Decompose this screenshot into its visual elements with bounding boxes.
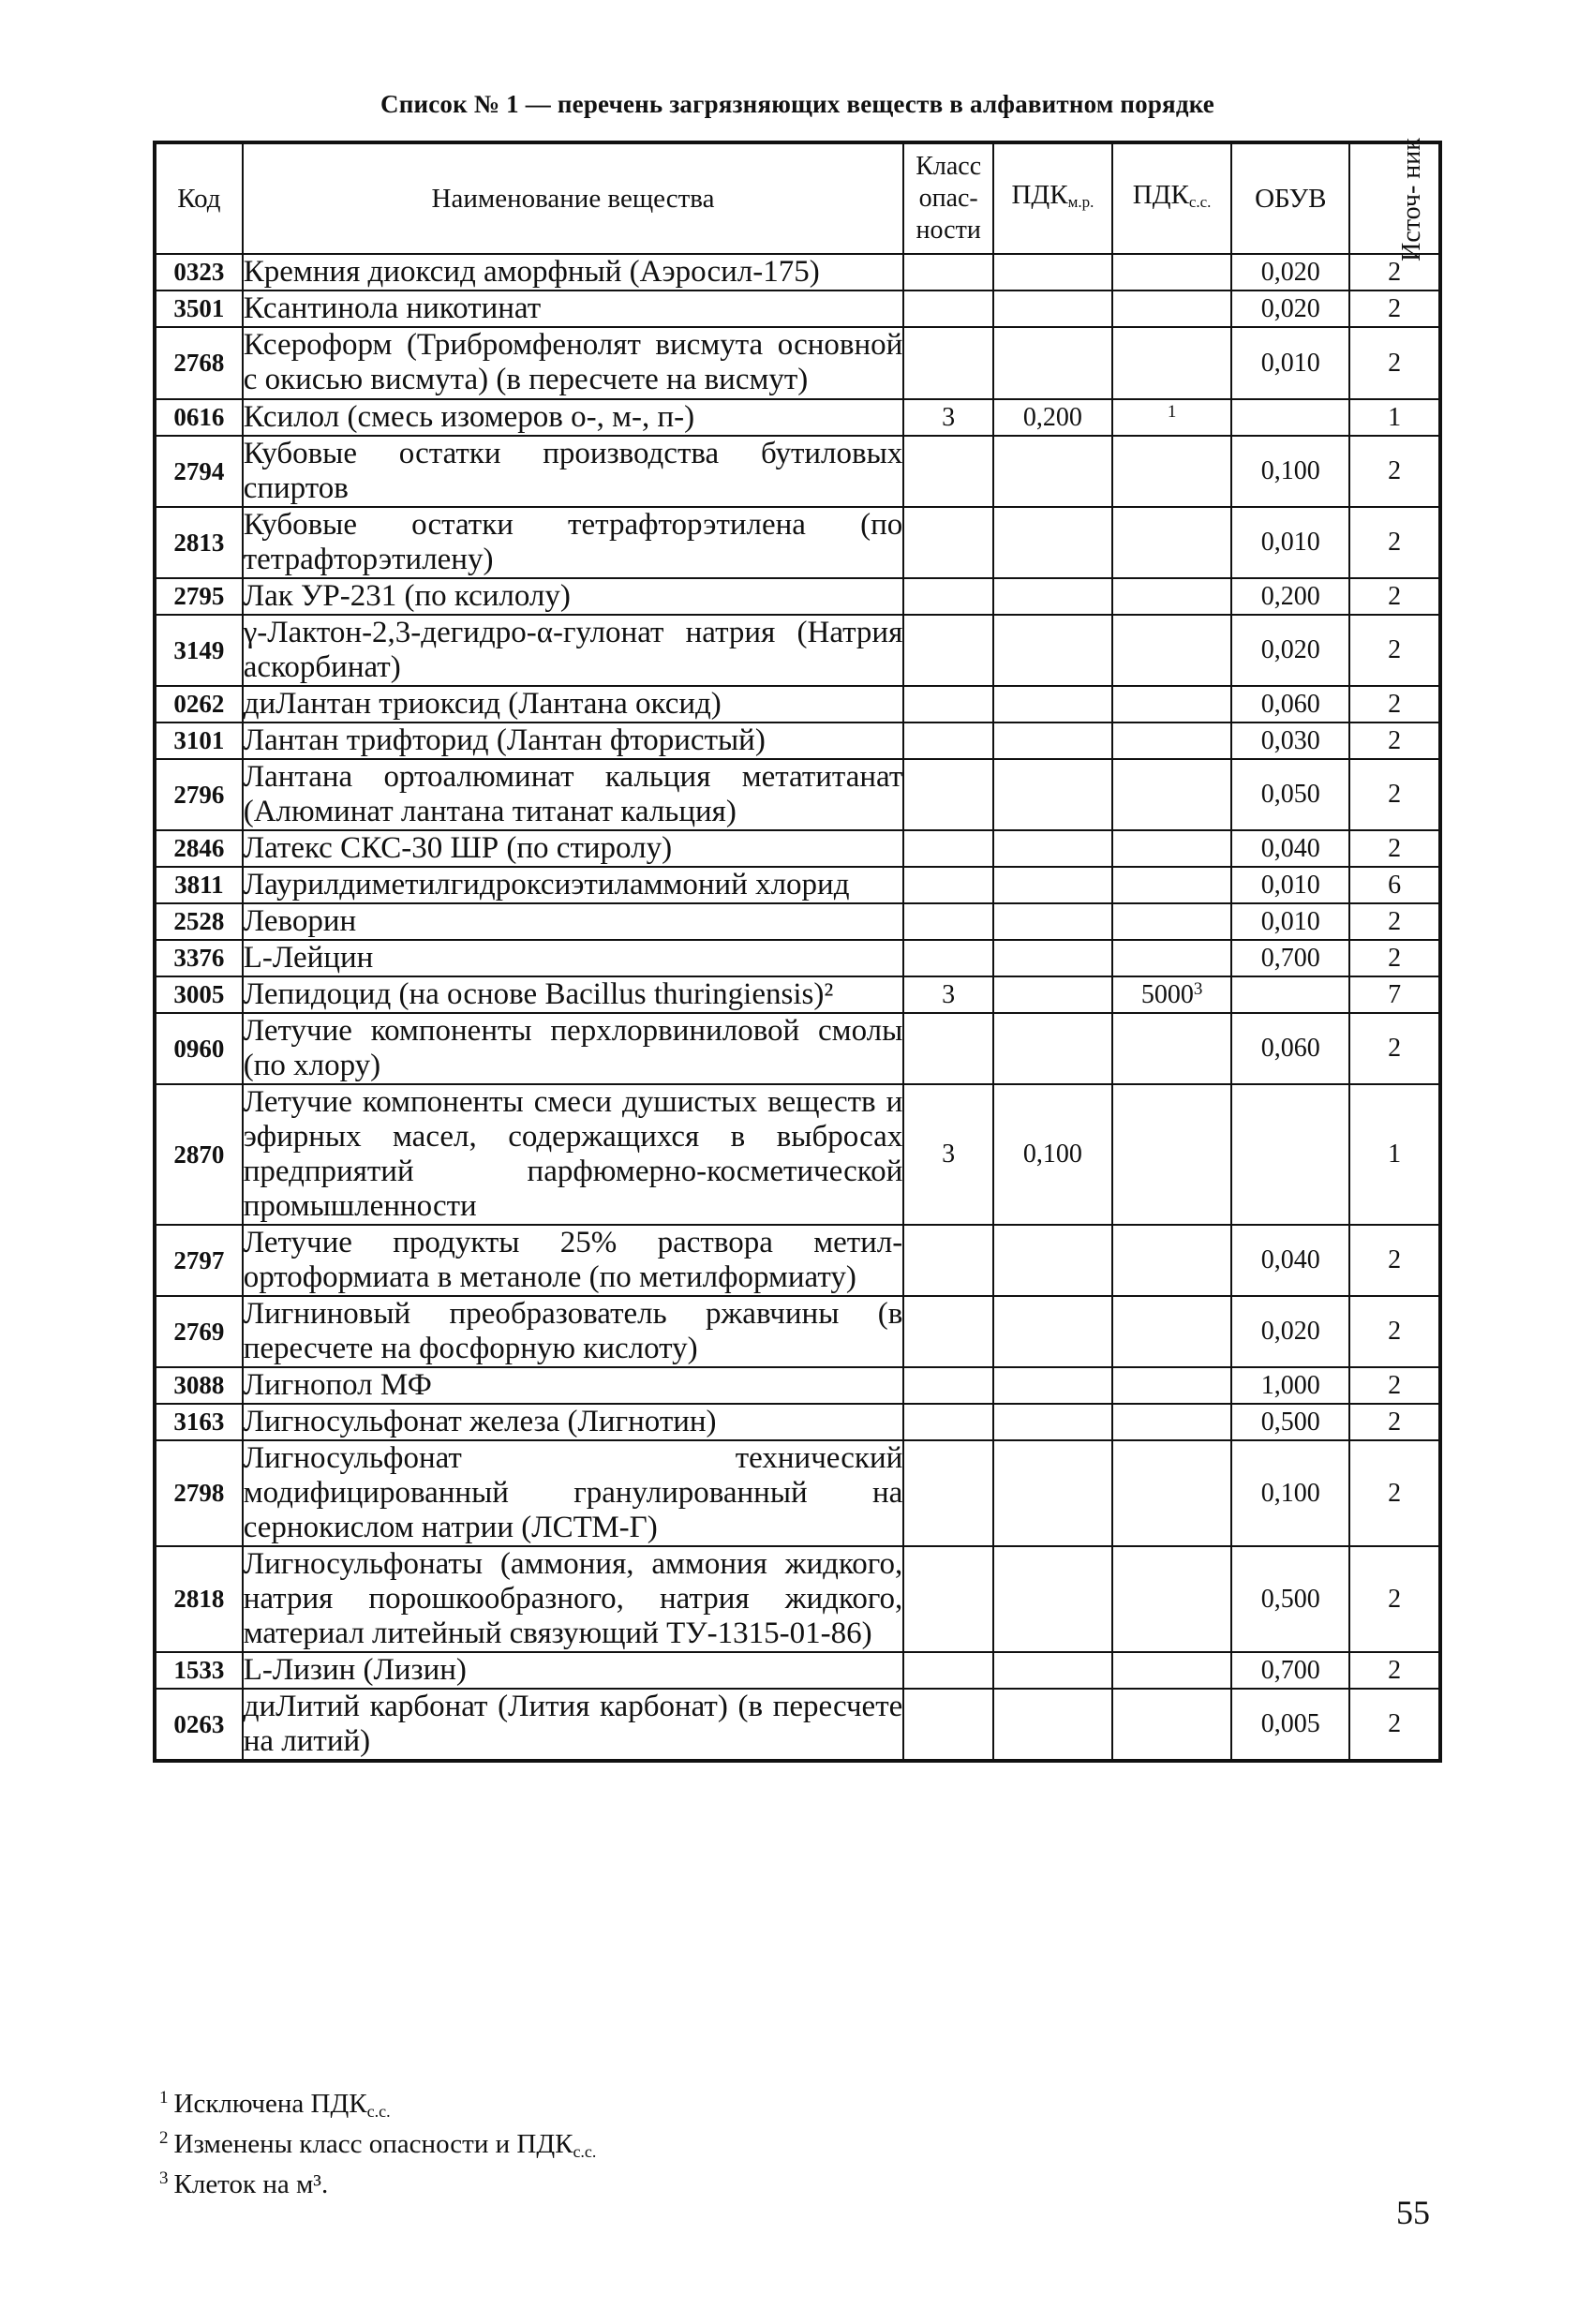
row-pdk-mr bbox=[993, 1367, 1112, 1404]
row-code: 0263 bbox=[155, 1689, 243, 1761]
row-obuv bbox=[1231, 976, 1349, 1013]
row-hazard-class bbox=[903, 578, 993, 615]
row-pdk-mr bbox=[993, 507, 1112, 578]
row-code: 2794 bbox=[155, 436, 243, 507]
row-code: 0960 bbox=[155, 1013, 243, 1084]
table-row bbox=[155, 867, 1440, 903]
row-pdk-mr bbox=[993, 830, 1112, 867]
row-substance-name: Лигнопол МФ bbox=[243, 1367, 904, 1404]
row-source: 2 bbox=[1349, 615, 1440, 686]
row-code: 3163 bbox=[155, 1404, 243, 1440]
row-code: 0616 bbox=[155, 399, 243, 436]
row-substance-name: Лепидоцид (на основе Bacillus thuringiensis)² bbox=[243, 976, 904, 1013]
footnote: $^1$ Исключена $ПДК_{с.с.}$ bbox=[159, 2088, 391, 2121]
row-hazard-class bbox=[903, 436, 993, 507]
table-row bbox=[155, 327, 1440, 399]
row-code: 2818 bbox=[155, 1546, 243, 1652]
row-code: 2798 bbox=[155, 1440, 243, 1546]
table-row bbox=[155, 1689, 1440, 1761]
row-pdk-mr bbox=[993, 1013, 1112, 1084]
row-pdk-mr: 0,200 bbox=[993, 399, 1112, 436]
row-obuv: 0,010 bbox=[1231, 327, 1349, 399]
row-substance-name: Летучие продукты 25% раствора метил-ортоформиата в метаноле (по метилформиату) bbox=[243, 1226, 903, 1294]
table-row bbox=[155, 1404, 1440, 1440]
table-row bbox=[155, 1652, 1440, 1689]
row-source: 2 bbox=[1349, 686, 1440, 723]
row-pdk-ss bbox=[1112, 290, 1232, 327]
row-pdk-mr bbox=[993, 1440, 1112, 1546]
row-substance-name: Лигниновый преобразователь ржавчины (в пересчете на фосфорную кислоту) bbox=[243, 1297, 903, 1365]
row-hazard-class bbox=[903, 1013, 993, 1084]
row-substance-name: Лигносульфонаты (аммония, аммония жидкого, натрия порошкообразного, натрия жидкого, материал литейный связующий ТУ-1315-01-86) bbox=[243, 1547, 903, 1650]
row-substance-name: Летучие компоненты перхлорвиниловой смолы (по хлору) bbox=[243, 1014, 903, 1082]
row-pdk-ss bbox=[1112, 615, 1232, 686]
row-source: 2 bbox=[1349, 1225, 1440, 1296]
row-pdk-ss bbox=[1112, 1296, 1232, 1367]
row-substance-name: γ-Лактон-2,3-дегидро-α-гулонат натрия (Натрия аскорбинат) bbox=[243, 616, 903, 684]
row-source: 2 bbox=[1349, 436, 1440, 507]
row-code: 3149 bbox=[155, 615, 243, 686]
row-source: 2 bbox=[1349, 1689, 1440, 1761]
row-source: 1 bbox=[1349, 1084, 1440, 1225]
row-pdk-mr bbox=[993, 976, 1112, 1013]
row-pdk-mr bbox=[993, 254, 1112, 290]
row-pdk-ss bbox=[1112, 1225, 1232, 1296]
table-row bbox=[155, 1296, 1440, 1367]
table-row bbox=[155, 976, 1440, 1013]
row-code: 2796 bbox=[155, 759, 243, 830]
header-obuv: ОБУВ bbox=[1231, 142, 1349, 254]
row-hazard-class: 3 bbox=[903, 976, 993, 1013]
row-substance-name: диЛитий карбонат (Лития карбонат) (в пересчете на литий) bbox=[243, 1689, 904, 1761]
footnotes bbox=[159, 2088, 596, 2209]
row-code: 2846 bbox=[155, 830, 243, 867]
table-row bbox=[155, 615, 1440, 686]
row-pdk-mr bbox=[993, 1689, 1112, 1761]
row-substance-name: Кремния диоксид аморфный (Аэросил-175) bbox=[243, 254, 904, 290]
row-source: 2 bbox=[1349, 1652, 1440, 1689]
row-obuv: 0,700 bbox=[1231, 940, 1349, 976]
row-substance-name: диЛантан триоксид (Лантана оксид) bbox=[243, 686, 904, 723]
row-substance-name: L-Лизин (Лизин) bbox=[243, 1652, 904, 1689]
row-pdk-ss bbox=[1112, 254, 1232, 290]
row-obuv: 0,010 bbox=[1231, 507, 1349, 578]
row-hazard-class bbox=[903, 1652, 993, 1689]
footnote: $^3$ Клеток на м³. bbox=[159, 2168, 329, 2199]
row-obuv: 0,010 bbox=[1231, 903, 1349, 940]
row-obuv: 0,005 bbox=[1231, 1689, 1349, 1761]
row-pdk-ss: 5000$^3$ bbox=[1112, 976, 1232, 1013]
row-code: 2769 bbox=[155, 1296, 243, 1367]
row-hazard-class bbox=[903, 290, 993, 327]
row-pdk-ss bbox=[1112, 759, 1232, 830]
row-pdk-mr bbox=[993, 290, 1112, 327]
row-pdk-ss bbox=[1112, 940, 1232, 976]
row-source: 2 bbox=[1349, 1013, 1440, 1084]
row-source: 2 bbox=[1349, 759, 1440, 830]
row-source: 2 bbox=[1349, 254, 1440, 290]
table-row bbox=[155, 1013, 1440, 1084]
table-row bbox=[155, 1546, 1440, 1652]
row-substance-name: Латекс СКС-30 ШР (по стиролу) bbox=[243, 830, 904, 867]
row-source: 2 bbox=[1349, 723, 1440, 759]
table-row bbox=[155, 723, 1440, 759]
row-code: 2768 bbox=[155, 327, 243, 399]
row-pdk-mr bbox=[993, 867, 1112, 903]
row-substance-name: Ксантинола никотинат bbox=[243, 290, 904, 327]
row-hazard-class bbox=[903, 327, 993, 399]
row-pdk-ss bbox=[1112, 686, 1232, 723]
row-pdk-ss bbox=[1112, 723, 1232, 759]
row-code: 3005 bbox=[155, 976, 243, 1013]
row-source: 6 bbox=[1349, 867, 1440, 903]
row-obuv: 0,020 bbox=[1231, 290, 1349, 327]
table-row bbox=[155, 254, 1440, 290]
row-pdk-ss bbox=[1112, 507, 1232, 578]
row-obuv: 0,010 bbox=[1231, 867, 1349, 903]
row-obuv: 0,500 bbox=[1231, 1404, 1349, 1440]
row-substance-name: Кубовые остатки производства бутиловых спиртов bbox=[243, 437, 903, 505]
row-pdk-ss bbox=[1112, 1546, 1232, 1652]
table-row bbox=[155, 1225, 1440, 1296]
row-pdk-mr bbox=[993, 327, 1112, 399]
header-code: Код bbox=[155, 142, 243, 254]
row-code: 1533 bbox=[155, 1652, 243, 1689]
row-obuv: 0,700 bbox=[1231, 1652, 1349, 1689]
row-hazard-class: 3 bbox=[903, 1084, 993, 1225]
row-hazard-class bbox=[903, 903, 993, 940]
row-hazard-class bbox=[903, 1689, 993, 1761]
table-row bbox=[155, 399, 1440, 436]
row-code: 0262 bbox=[155, 686, 243, 723]
row-pdk-mr bbox=[993, 578, 1112, 615]
row-hazard-class: 3 bbox=[903, 399, 993, 436]
row-source: 7 bbox=[1349, 976, 1440, 1013]
row-substance-name: Ксилол (смесь изомеров о-, м-, п-) bbox=[243, 399, 904, 436]
row-obuv: 0,040 bbox=[1231, 1225, 1349, 1296]
row-obuv: 0,030 bbox=[1231, 723, 1349, 759]
row-code: 2528 bbox=[155, 903, 243, 940]
row-pdk-ss bbox=[1112, 327, 1232, 399]
row-hazard-class bbox=[903, 1225, 993, 1296]
row-pdk-mr bbox=[993, 615, 1112, 686]
row-hazard-class bbox=[903, 723, 993, 759]
row-hazard-class bbox=[903, 1404, 993, 1440]
row-hazard-class bbox=[903, 759, 993, 830]
row-pdk-ss bbox=[1112, 1689, 1232, 1761]
row-obuv: 0,020 bbox=[1231, 1296, 1349, 1367]
row-hazard-class bbox=[903, 940, 993, 976]
row-source: 2 bbox=[1349, 1296, 1440, 1367]
row-pdk-mr bbox=[993, 1225, 1112, 1296]
row-pdk-mr bbox=[993, 686, 1112, 723]
row-code: 3376 bbox=[155, 940, 243, 976]
table-row bbox=[155, 686, 1440, 723]
row-source: 1 bbox=[1349, 399, 1440, 436]
row-source: 2 bbox=[1349, 1546, 1440, 1652]
row-source: 2 bbox=[1349, 1440, 1440, 1546]
row-source: 2 bbox=[1349, 940, 1440, 976]
table-header-row bbox=[155, 142, 1440, 254]
row-obuv: 0,500 bbox=[1231, 1546, 1349, 1652]
header-hazard-class: Класс опас- ности bbox=[903, 142, 993, 254]
row-obuv: 0,060 bbox=[1231, 1013, 1349, 1084]
row-code: 2813 bbox=[155, 507, 243, 578]
header-name: Наименование вещества bbox=[243, 142, 904, 254]
footnote-ref: 1 bbox=[1167, 401, 1177, 422]
row-obuv: 0,060 bbox=[1231, 686, 1349, 723]
row-pdk-ss bbox=[1112, 903, 1232, 940]
row-code: 3501 bbox=[155, 290, 243, 327]
row-substance-name: Лак УР-231 (по ксилолу) bbox=[243, 578, 904, 615]
page-title: Список № 1 — перечень загрязняющих веществ в алфавитном порядке bbox=[380, 90, 1214, 118]
row-obuv bbox=[1231, 399, 1349, 436]
row-hazard-class bbox=[903, 830, 993, 867]
row-pdk-ss bbox=[1112, 830, 1232, 867]
table-row bbox=[155, 578, 1440, 615]
row-code: 3811 bbox=[155, 867, 243, 903]
row-code: 2870 bbox=[155, 1084, 243, 1225]
row-hazard-class bbox=[903, 686, 993, 723]
row-obuv bbox=[1231, 1084, 1349, 1225]
table-row bbox=[155, 830, 1440, 867]
row-hazard-class bbox=[903, 1440, 993, 1546]
row-substance-name: L-Лейцин bbox=[243, 940, 904, 976]
row-pdk-ss bbox=[1112, 1404, 1232, 1440]
row-substance-name: Лигносульфонат железа (Лигнотин) bbox=[243, 1404, 904, 1440]
table-row bbox=[155, 1084, 1440, 1225]
row-hazard-class bbox=[903, 507, 993, 578]
row-pdk-mr bbox=[993, 436, 1112, 507]
row-source: 2 bbox=[1349, 578, 1440, 615]
row-pdk-ss bbox=[1112, 1440, 1232, 1546]
row-pdk-ss bbox=[1112, 1367, 1232, 1404]
row-obuv: 0,050 bbox=[1231, 759, 1349, 830]
row-obuv: 0,200 bbox=[1231, 578, 1349, 615]
row-source: 2 bbox=[1349, 507, 1440, 578]
row-hazard-class bbox=[903, 1367, 993, 1404]
row-code: 2795 bbox=[155, 578, 243, 615]
table-body bbox=[155, 254, 1440, 1761]
row-pdk-mr bbox=[993, 1296, 1112, 1367]
row-substance-name: Леворин bbox=[243, 903, 904, 940]
row-code: 3088 bbox=[155, 1367, 243, 1404]
row-hazard-class bbox=[903, 1296, 993, 1367]
row-pdk-ss bbox=[1112, 1652, 1232, 1689]
row-obuv: 0,020 bbox=[1231, 254, 1349, 290]
row-source: 2 bbox=[1349, 1367, 1440, 1404]
row-pdk-ss bbox=[1112, 399, 1232, 436]
table-row bbox=[155, 1367, 1440, 1404]
row-pdk-ss bbox=[1112, 1013, 1232, 1084]
table-row bbox=[155, 759, 1440, 830]
row-pdk-ss bbox=[1112, 867, 1232, 903]
header-source: Источ- ник bbox=[1349, 142, 1440, 254]
table-row bbox=[155, 290, 1440, 327]
header-pdk-ss: $ПДК_{с.с.}$ bbox=[1112, 142, 1232, 254]
row-source: 2 bbox=[1349, 327, 1440, 399]
row-hazard-class bbox=[903, 254, 993, 290]
header-pdk-mr: $ПДК_{м.р.}$ bbox=[993, 142, 1112, 254]
row-substance-name: Лантан трифторид (Лантан фтористый) bbox=[243, 723, 904, 759]
row-pdk-ss bbox=[1112, 436, 1232, 507]
footnote-ref: 3 bbox=[1193, 978, 1203, 999]
row-substance-name: Лигносульфонат технический модифицированный гранулированный на сернокислом натрии (ЛСТМ-Г) bbox=[243, 1441, 903, 1544]
row-pdk-mr bbox=[993, 1652, 1112, 1689]
table-row bbox=[155, 436, 1440, 507]
row-substance-name: Летучие компоненты смеси душистых веществ и эфирных масел, содержащихся в выбросах предприятий парфюмерно-косметической промышленности bbox=[243, 1085, 903, 1223]
row-code: 2797 bbox=[155, 1225, 243, 1296]
row-hazard-class bbox=[903, 615, 993, 686]
row-source: 2 bbox=[1349, 290, 1440, 327]
table-row bbox=[155, 507, 1440, 578]
row-pdk-mr bbox=[993, 940, 1112, 976]
row-substance-name: Ксероформ (Трибромфенолят висмута основной с окисью висмута) (в пересчете на висмут) bbox=[243, 327, 904, 399]
row-code: 0323 bbox=[155, 254, 243, 290]
table-row bbox=[155, 1440, 1440, 1546]
table-row bbox=[155, 903, 1440, 940]
row-pdk-mr bbox=[993, 759, 1112, 830]
substances-table bbox=[153, 138, 1442, 1763]
row-obuv: 0,040 bbox=[1231, 830, 1349, 867]
row-source: 2 bbox=[1349, 1404, 1440, 1440]
row-code: 3101 bbox=[155, 723, 243, 759]
row-hazard-class bbox=[903, 1546, 993, 1652]
row-pdk-mr: 0,100 bbox=[993, 1084, 1112, 1225]
row-obuv: 0,020 bbox=[1231, 615, 1349, 686]
row-substance-name: Кубовые остатки тетрафторэтилена (по тетрафторэтилену) bbox=[243, 508, 903, 576]
table-row bbox=[155, 940, 1440, 976]
row-substance-name: Лаурилдиметилгидроксиэтиламмоний хлорид bbox=[243, 867, 904, 903]
row-pdk-mr bbox=[993, 1404, 1112, 1440]
row-pdk-mr bbox=[993, 723, 1112, 759]
page-number: 55 bbox=[1396, 2194, 1430, 2231]
row-obuv: 1,000 bbox=[1231, 1367, 1349, 1404]
row-substance-name: Лантана ортоалюминат кальция метатитанат (Алюминат лантана титанат кальция) bbox=[243, 760, 903, 828]
footnote: $^2$ Изменены класс опасности и $ПДК_{с.с.}$ bbox=[159, 2128, 597, 2161]
row-pdk-ss bbox=[1112, 1084, 1232, 1225]
row-obuv: 0,100 bbox=[1231, 1440, 1349, 1546]
row-pdk-mr bbox=[993, 903, 1112, 940]
row-source: 2 bbox=[1349, 903, 1440, 940]
row-pdk-ss bbox=[1112, 578, 1232, 615]
row-hazard-class bbox=[903, 867, 993, 903]
row-obuv: 0,100 bbox=[1231, 436, 1349, 507]
row-source: 2 bbox=[1349, 830, 1440, 867]
row-pdk-mr bbox=[993, 1546, 1112, 1652]
